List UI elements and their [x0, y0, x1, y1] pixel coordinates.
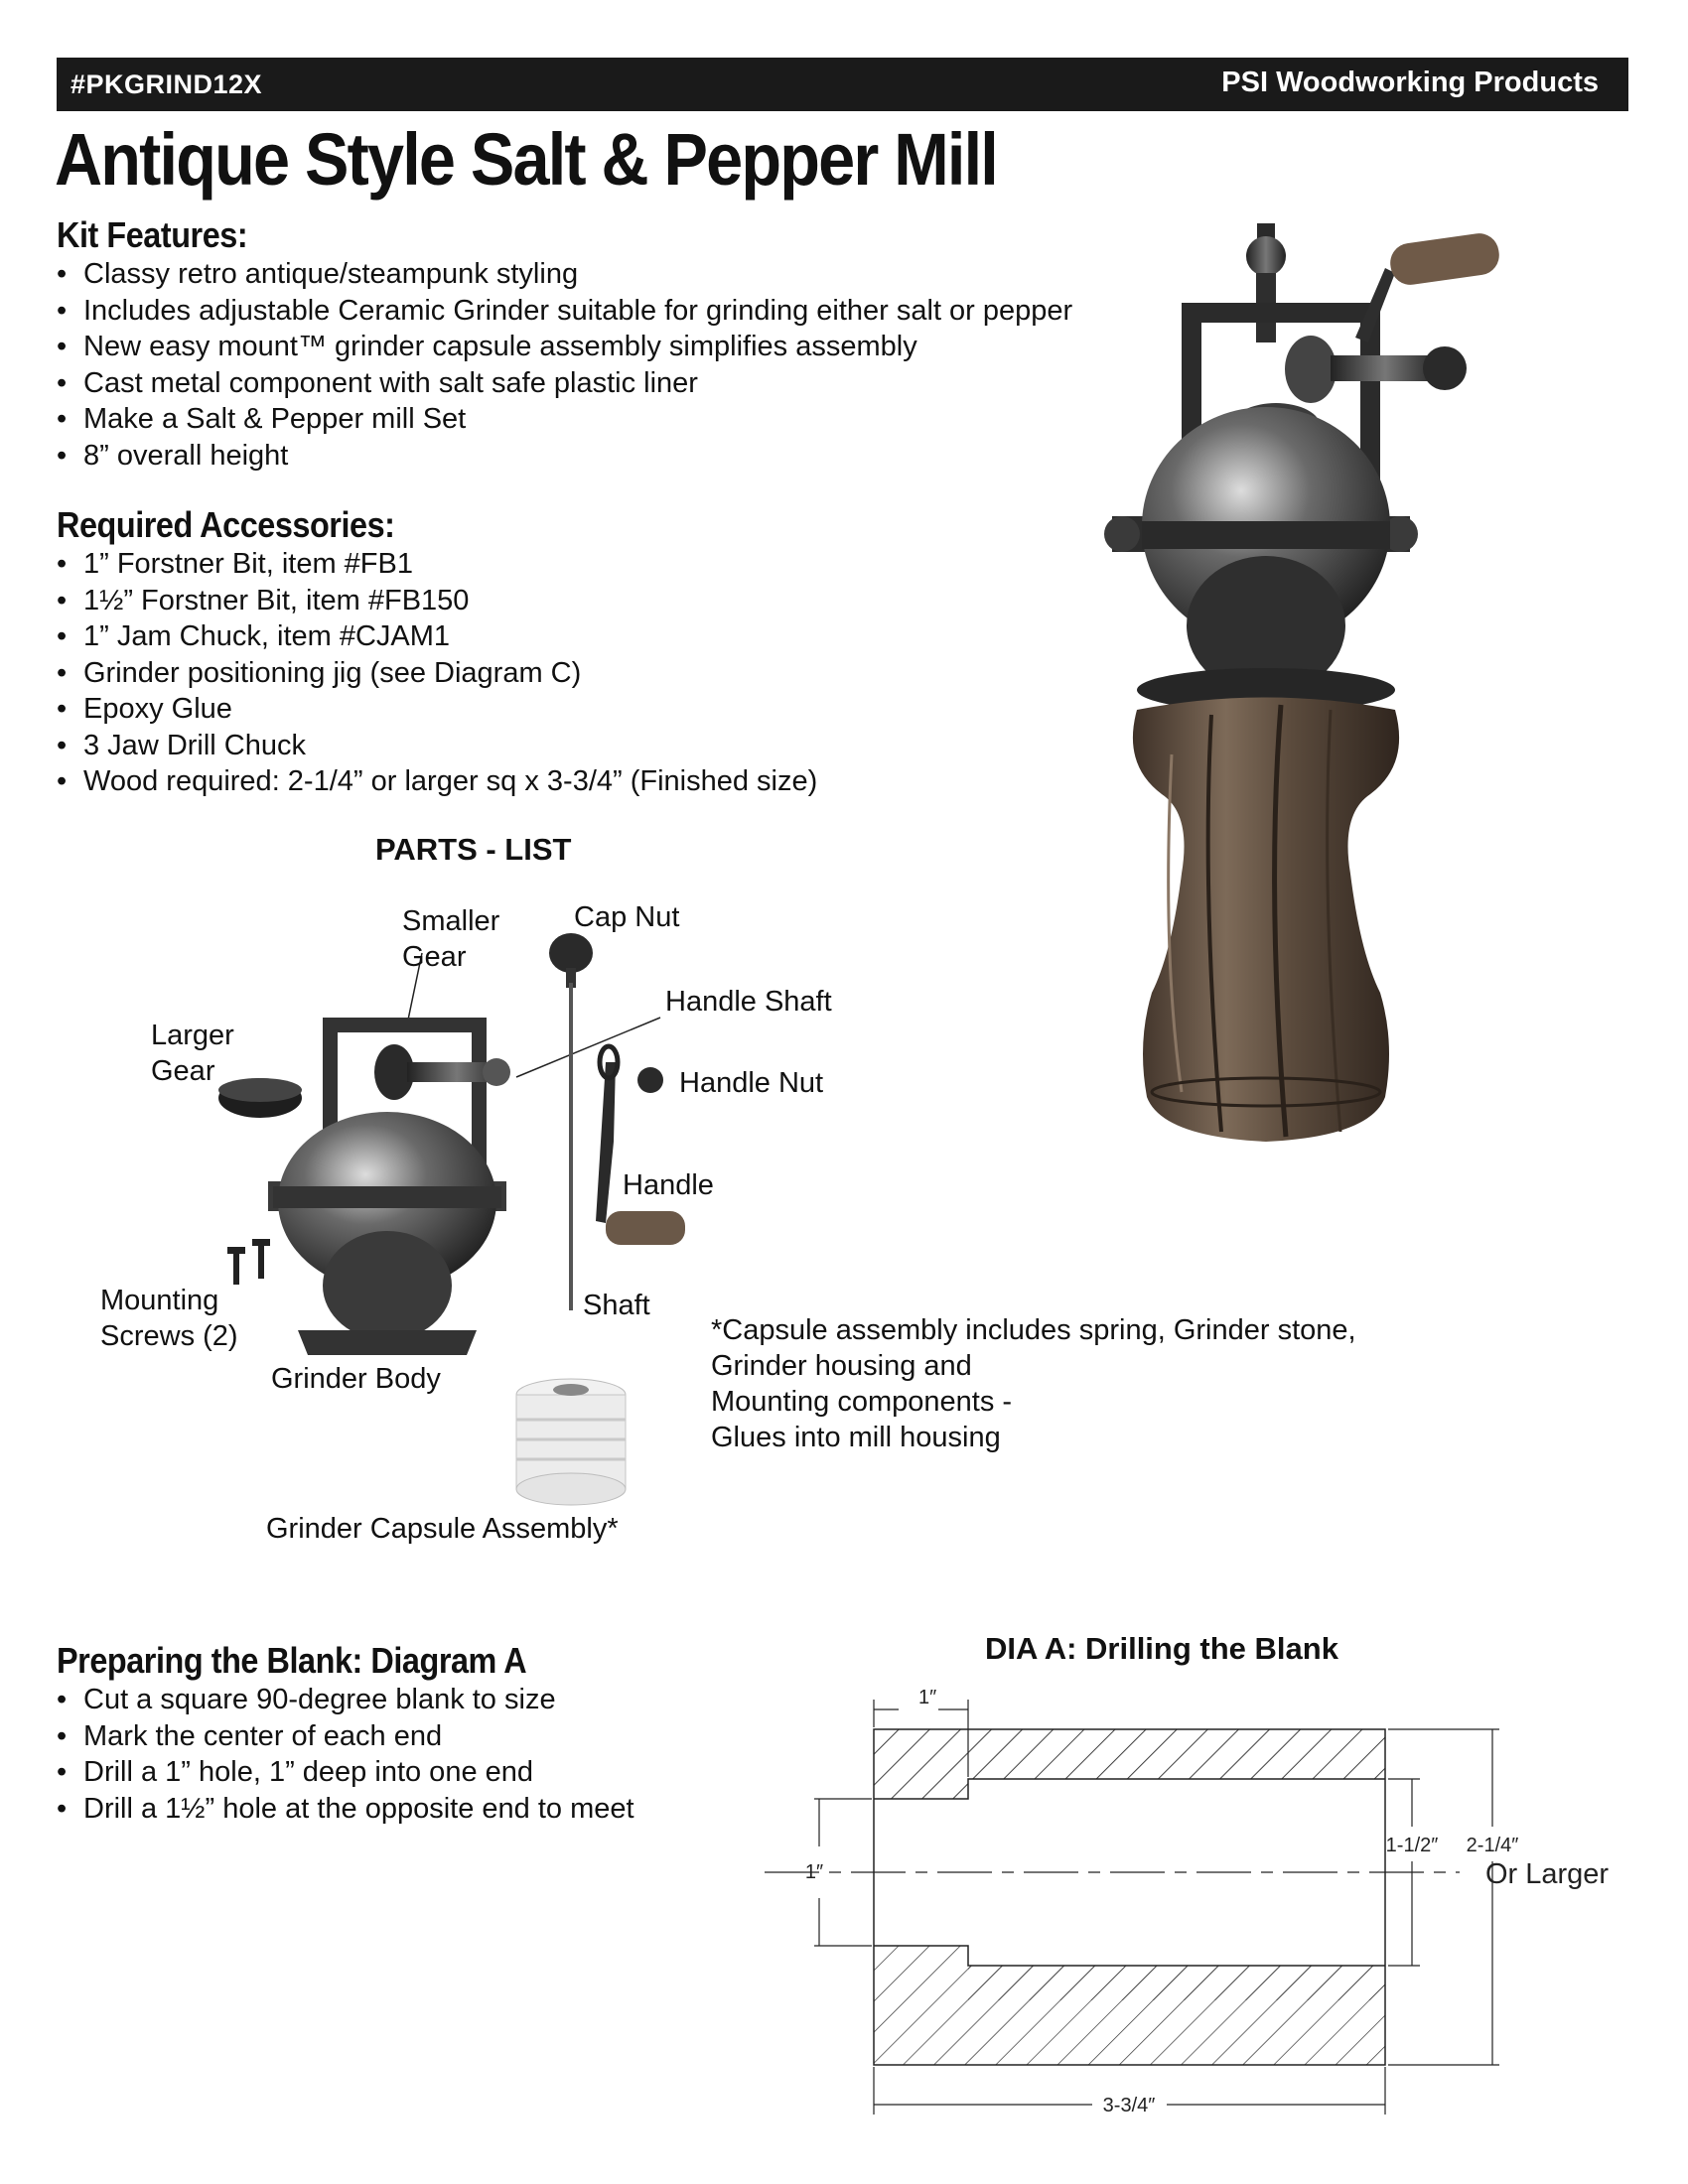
- list-item: • 1” Forstner Bit, item #FB1: [57, 546, 817, 583]
- diagram-a-drawing: [765, 1678, 1658, 2144]
- features-heading: Kit Features:: [57, 214, 248, 255]
- dim-inner: 1-1/2″: [1385, 1835, 1439, 1856]
- accessories-list: [57, 546, 817, 800]
- list-item: • Make a Salt & Pepper mill Set: [57, 401, 1072, 438]
- wood-body: [1133, 698, 1399, 1143]
- blank-section: [765, 1678, 1460, 2144]
- grinder-body: [268, 1112, 506, 1355]
- label-handle-nut: Handle Nut: [679, 1067, 824, 1099]
- dim-outer: 2-1/4″: [1466, 1835, 1519, 1856]
- label-larger-gear: Larger Gear: [151, 1020, 234, 1087]
- diagram-a-title: DIA A: Drilling the Blank: [985, 1631, 1338, 1666]
- shaft: [549, 933, 593, 1310]
- list-item: • Epoxy Glue: [57, 691, 817, 728]
- handle-part: [596, 1046, 685, 1245]
- label-mounting-screws: Mounting Screws (2): [100, 1285, 238, 1352]
- list-item: • Drill a 1½” hole at the opposite end to meet: [57, 1791, 634, 1828]
- label-shaft: Shaft: [583, 1290, 650, 1321]
- parts-illustration: [199, 913, 695, 1509]
- label-grinder-body: Grinder Body: [271, 1363, 441, 1395]
- capsule-note: *Capsule assembly includes spring, Grinder stone, Grinder housing and Mounting components - Glues into mill housing: [711, 1314, 1356, 1453]
- blank-heading: Preparing the Blank: Diagram A: [57, 1640, 527, 1681]
- list-item: • 1” Jam Chuck, item #CJAM1: [57, 618, 817, 655]
- dim-bottom: 3-3/4″: [1102, 2095, 1156, 2116]
- label-cap-nut: Cap Nut: [574, 901, 680, 933]
- list-item: • Cut a square 90-degree blank to size: [57, 1682, 634, 1718]
- list-item: • Grinder positioning jig (see Diagram C): [57, 655, 817, 692]
- list-item: • New easy mount™ grinder capsule assembly simplifies assembly: [57, 329, 1072, 365]
- list-item: • Mark the center of each end: [57, 1718, 634, 1755]
- parts-heading: PARTS - LIST: [375, 832, 572, 867]
- header-bar: [57, 58, 1628, 111]
- dim-top: 1″: [918, 1687, 937, 1708]
- label-handle-shaft: Handle Shaft: [665, 986, 832, 1018]
- list-item: • Includes adjustable Ceramic Grinder suitable for grinding either salt or pepper: [57, 293, 1072, 330]
- blank-list: [57, 1682, 634, 1827]
- label-handle: Handle: [623, 1169, 714, 1201]
- list-item: • 8” overall height: [57, 438, 1072, 475]
- label-capsule-assembly: Grinder Capsule Assembly*: [266, 1513, 619, 1545]
- accessories-heading: Required Accessories:: [57, 504, 395, 545]
- handle-nut: [637, 1067, 663, 1093]
- finial: [1246, 223, 1286, 342]
- pepper-mill-photo: [1053, 199, 1668, 1241]
- list-item: • 3 Jaw Drill Chuck: [57, 728, 817, 764]
- features-list: [57, 256, 1072, 474]
- dim-left: 1″: [804, 1861, 824, 1883]
- brand-name: PSI Woodworking Products: [1221, 67, 1599, 98]
- product-code: #PKGRIND12X: [70, 69, 263, 99]
- list-item: • 1½” Forstner Bit, item #FB150: [57, 583, 817, 619]
- mounting-screws: [227, 1239, 270, 1285]
- list-item: • Cast metal component with salt safe plastic liner: [57, 365, 1072, 402]
- or-larger-label: Or Larger: [1484, 1858, 1610, 1890]
- list-item: • Wood required: 2-1/4” or larger sq x 3-3/4” (Finished size): [57, 763, 817, 800]
- page-title: Antique Style Salt & Pepper Mill: [55, 118, 997, 201]
- grinder-capsule: [516, 1379, 626, 1505]
- list-item: • Classy retro antique/steampunk styling: [57, 256, 1072, 293]
- label-smaller-gear: Smaller Gear: [402, 905, 500, 973]
- leader-line: [516, 1018, 660, 1077]
- list-item: • Drill a 1” hole, 1” deep into one end: [57, 1754, 634, 1791]
